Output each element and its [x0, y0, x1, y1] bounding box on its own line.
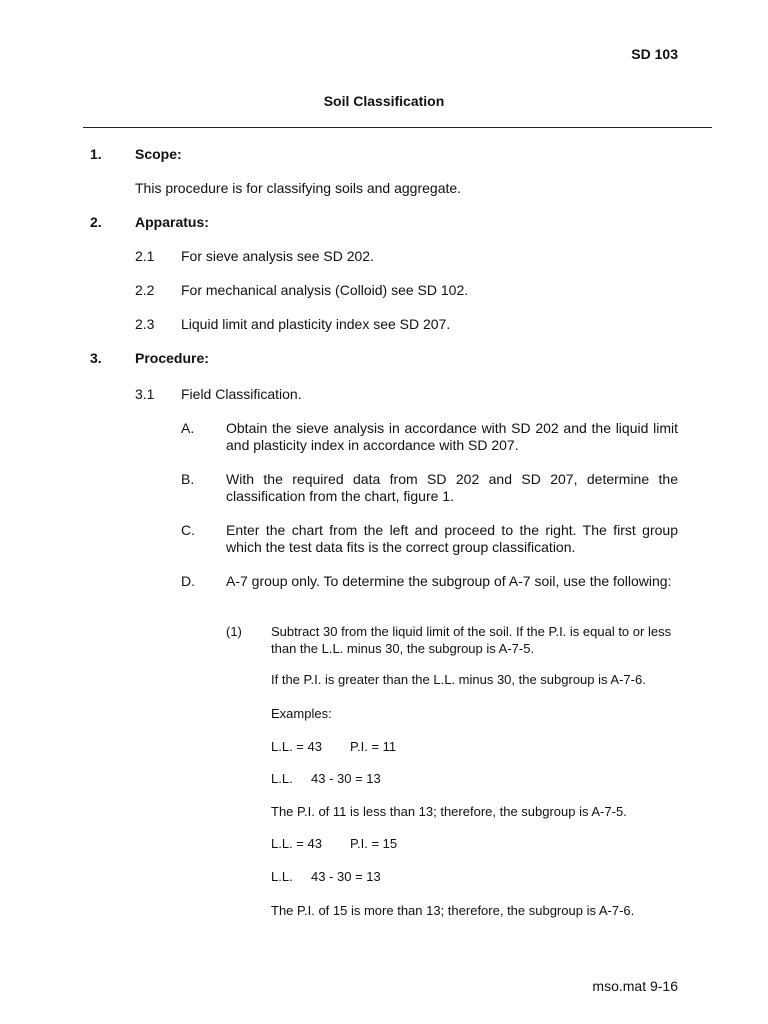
step-b-text: With the required data from SD 202 and SD 207, determine the classification from the chart, figure 1. — [226, 471, 678, 504]
step-d-text: A-7 group only. To determine the subgroup of A-7 soil, use the following: — [226, 573, 672, 589]
examples-label: Examples: — [271, 706, 332, 721]
title-divider — [83, 127, 712, 128]
item-2-3-number: 2.3 — [135, 316, 155, 332]
step-a-letter: A. — [181, 420, 195, 436]
example-2-calculation: 43 - 30 = 13 — [311, 869, 381, 884]
example-2-liquid-limit: L.L. = 43 — [271, 836, 322, 851]
item-2-1-number: 2.1 — [135, 248, 155, 264]
step-c-letter: C. — [181, 522, 195, 538]
section-2-heading: Apparatus: — [135, 214, 209, 230]
item-2-2-text: For mechanical analysis (Colloid) see SD 102. — [181, 282, 469, 298]
section-3-number: 3. — [90, 350, 102, 366]
item-2-1-text: For sieve analysis see SD 202. — [181, 248, 374, 264]
section-1-heading: Scope: — [135, 146, 182, 162]
step-b-letter: B. — [181, 471, 195, 487]
step-c-text: Enter the chart from the left and proceed to the right. The first group which the test data fits is the correct group classification. — [226, 522, 678, 555]
item-3-1-text: Field Classification. — [181, 386, 302, 402]
item-2-3-text: Liquid limit and plasticity index see SD 207. — [181, 316, 451, 332]
step-a-text: Obtain the sieve analysis in accordance with SD 202 and the liquid limit and plasticity index in accordance with SD 207. — [226, 420, 678, 453]
example-1-result: The P.I. of 11 is less than 13; therefore, the subgroup is A-7-5. — [271, 804, 627, 819]
item-3-1-number: 3.1 — [135, 386, 155, 402]
example-2-plasticity-index: P.I. = 15 — [350, 836, 398, 851]
page-footer-reference: mso.mat 9-16 — [592, 978, 678, 994]
example-1-plasticity-index: P.I. = 11 — [350, 739, 397, 754]
document-title: Soil Classification — [323, 93, 445, 109]
example-1-liquid-limit: L.L. = 43 — [271, 739, 322, 754]
section-3-heading: Procedure: — [135, 350, 209, 366]
document-code: SD 103 — [631, 46, 678, 62]
section-1-number: 1. — [90, 146, 102, 162]
point-1-rule-2: If the P.I. is greater than the L.L. minus 30, the subgroup is A-7-6. — [271, 672, 646, 687]
point-1-text: Subtract 30 from the liquid limit of the soil. If the P.I. is equal to or less than the L.L. minus 30, the subgroup is A-7-5. — [271, 624, 672, 656]
example-2-calc-label: L.L. — [271, 869, 293, 884]
example-2-result: The P.I. of 15 is more than 13; therefore, the subgroup is A-7-6. — [271, 903, 635, 918]
example-1-calc-label: L.L. — [271, 771, 293, 786]
example-1-calculation: 43 - 30 = 13 — [311, 771, 381, 786]
point-1-number: (1) — [226, 624, 242, 639]
item-2-2-number: 2.2 — [135, 282, 155, 298]
step-d-letter: D. — [181, 573, 195, 589]
section-2-number: 2. — [90, 214, 102, 230]
scope-text: This procedure is for classifying soils and aggregate. — [135, 180, 462, 196]
